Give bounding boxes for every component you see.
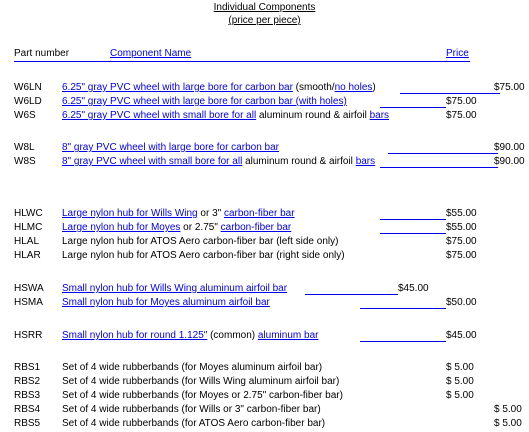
price: $45.00: [446, 330, 477, 341]
row-underline: [380, 219, 446, 220]
part-number: RBS5: [14, 418, 41, 429]
price: $ 5.00: [494, 404, 522, 415]
price: $90.00: [494, 156, 525, 167]
component-name: [62, 96, 347, 108]
price: $ 5.00: [446, 376, 474, 387]
component-link[interactable]: Large nylon hub for Moyes: [62, 222, 181, 233]
component-name: [62, 390, 343, 402]
component-text: aluminum round & airfoil: [242, 156, 356, 167]
component-link[interactable]: 6.25" gray PVC wheel with large bore for carbon bar: [62, 82, 293, 93]
component-name: [62, 236, 338, 248]
row-underline: [388, 153, 498, 154]
component-text: ): [372, 82, 376, 93]
component-link[interactable]: Small nylon hub for round 1.125": [62, 330, 208, 341]
component-name: [62, 418, 325, 430]
component-link[interactable]: Small nylon hub for Wills Wing aluminum airfoil bar: [62, 283, 288, 294]
row-underline: [305, 294, 398, 295]
column-header-part-number: Part number: [14, 48, 70, 59]
component-text: aluminum round & airfoil: [256, 110, 370, 121]
part-number: HLAL: [14, 236, 40, 247]
part-number: HSMA: [14, 297, 43, 308]
component-name: [62, 142, 279, 154]
price: $ 5.00: [446, 390, 474, 401]
component-link[interactable]: carbon-fiber bar: [223, 208, 295, 219]
component-name: [62, 297, 270, 309]
component-link[interactable]: carbon-fiber bar: [220, 222, 292, 233]
component-link[interactable]: 8" gray PVC wheel with small bore for all: [62, 156, 243, 167]
price: $ 5.00: [446, 362, 474, 373]
component-link[interactable]: bars: [355, 156, 376, 167]
row-underline: [380, 167, 498, 168]
row-underline: [380, 107, 446, 108]
component-text: Set of 4 wide rubberbands (for Moyes or 2.75" carbon-fiber bar): [62, 390, 343, 401]
part-number: HSWA: [14, 283, 44, 294]
part-number: RBS2: [14, 376, 41, 387]
component-text: Large nylon hub for ATOS Aero carbon-fiber bar (left side only): [62, 236, 339, 247]
part-number: W6S: [14, 110, 36, 121]
price: $75.00: [446, 236, 477, 247]
component-text: or 2.75": [180, 222, 221, 233]
component-name: [62, 208, 295, 220]
component-name: [62, 156, 375, 168]
price: $75.00: [446, 96, 477, 107]
component-link[interactable]: Large nylon hub for Wills Wing: [62, 208, 198, 219]
part-number: HSRR: [14, 330, 43, 341]
page-title: Individual Components: [213, 2, 316, 13]
price: $50.00: [446, 297, 477, 308]
column-header-price[interactable]: Price: [446, 48, 469, 59]
part-number: HLWC: [14, 208, 43, 219]
component-name: [62, 362, 322, 374]
component-text: (smooth/: [292, 82, 335, 93]
header-underline: [14, 61, 470, 62]
component-name: [62, 250, 345, 262]
component-name: [62, 110, 389, 122]
part-number: W6LN: [14, 82, 42, 93]
component-text: Large nylon hub for ATOS Aero carbon-fiber bar (right side only): [62, 250, 345, 261]
component-link[interactable]: aluminum bar: [257, 330, 319, 341]
part-number: RBS1: [14, 362, 41, 373]
component-link[interactable]: 6.25" gray PVC wheel with small bore for all: [62, 110, 257, 121]
price: $75.00: [494, 82, 525, 93]
component-name: [62, 283, 287, 295]
component-text: Set of 4 wide rubberbands (for ATOS Aero carbon-fiber bar): [62, 418, 326, 429]
component-name: [62, 222, 291, 234]
price: $55.00: [446, 222, 477, 233]
part-number: HLMC: [14, 222, 43, 233]
price: $ 5.00: [494, 418, 522, 429]
component-text: Set of 4 wide rubberbands (for Moyes aluminum airfoil bar): [62, 362, 323, 373]
component-link[interactable]: bars: [369, 110, 390, 121]
page-subtitle: (price per piece): [228, 15, 301, 26]
component-text: or 3": [197, 208, 224, 219]
price: $75.00: [446, 110, 477, 121]
component-link[interactable]: 6.25" gray PVC wheel with large bore for carbon bar (with holes): [62, 96, 347, 107]
price: $55.00: [446, 208, 477, 219]
column-header-component-name[interactable]: Component Name: [110, 48, 192, 59]
component-text: (common): [207, 330, 258, 341]
component-link[interactable]: no holes: [334, 82, 373, 93]
price: $75.00: [446, 250, 477, 261]
price: $45.00: [398, 283, 429, 294]
row-underline: [360, 308, 446, 309]
part-number: RBS4: [14, 404, 41, 415]
part-number: RBS3: [14, 390, 41, 401]
row-underline: [380, 233, 446, 234]
component-link[interactable]: Small nylon hub for Moyes aluminum airfoil bar: [62, 297, 270, 308]
component-link[interactable]: 8" gray PVC wheel with large bore for carbon bar: [62, 142, 279, 153]
row-underline: [360, 341, 446, 342]
part-number: W8L: [14, 142, 35, 153]
part-number: W8S: [14, 156, 36, 167]
component-name: [62, 404, 321, 416]
component-name: [62, 376, 339, 388]
part-number: HLAR: [14, 250, 41, 261]
component-text: Set of 4 wide rubberbands (for Wills Wing aluminum airfoil bar): [62, 376, 340, 387]
price: $90.00: [494, 142, 525, 153]
part-number: W6LD: [14, 96, 42, 107]
component-name: [62, 330, 318, 342]
component-text: Set of 4 wide rubberbands (for Wills or 3" carbon-fiber bar): [62, 404, 321, 415]
row-underline: [400, 93, 500, 94]
component-name: [62, 82, 376, 94]
